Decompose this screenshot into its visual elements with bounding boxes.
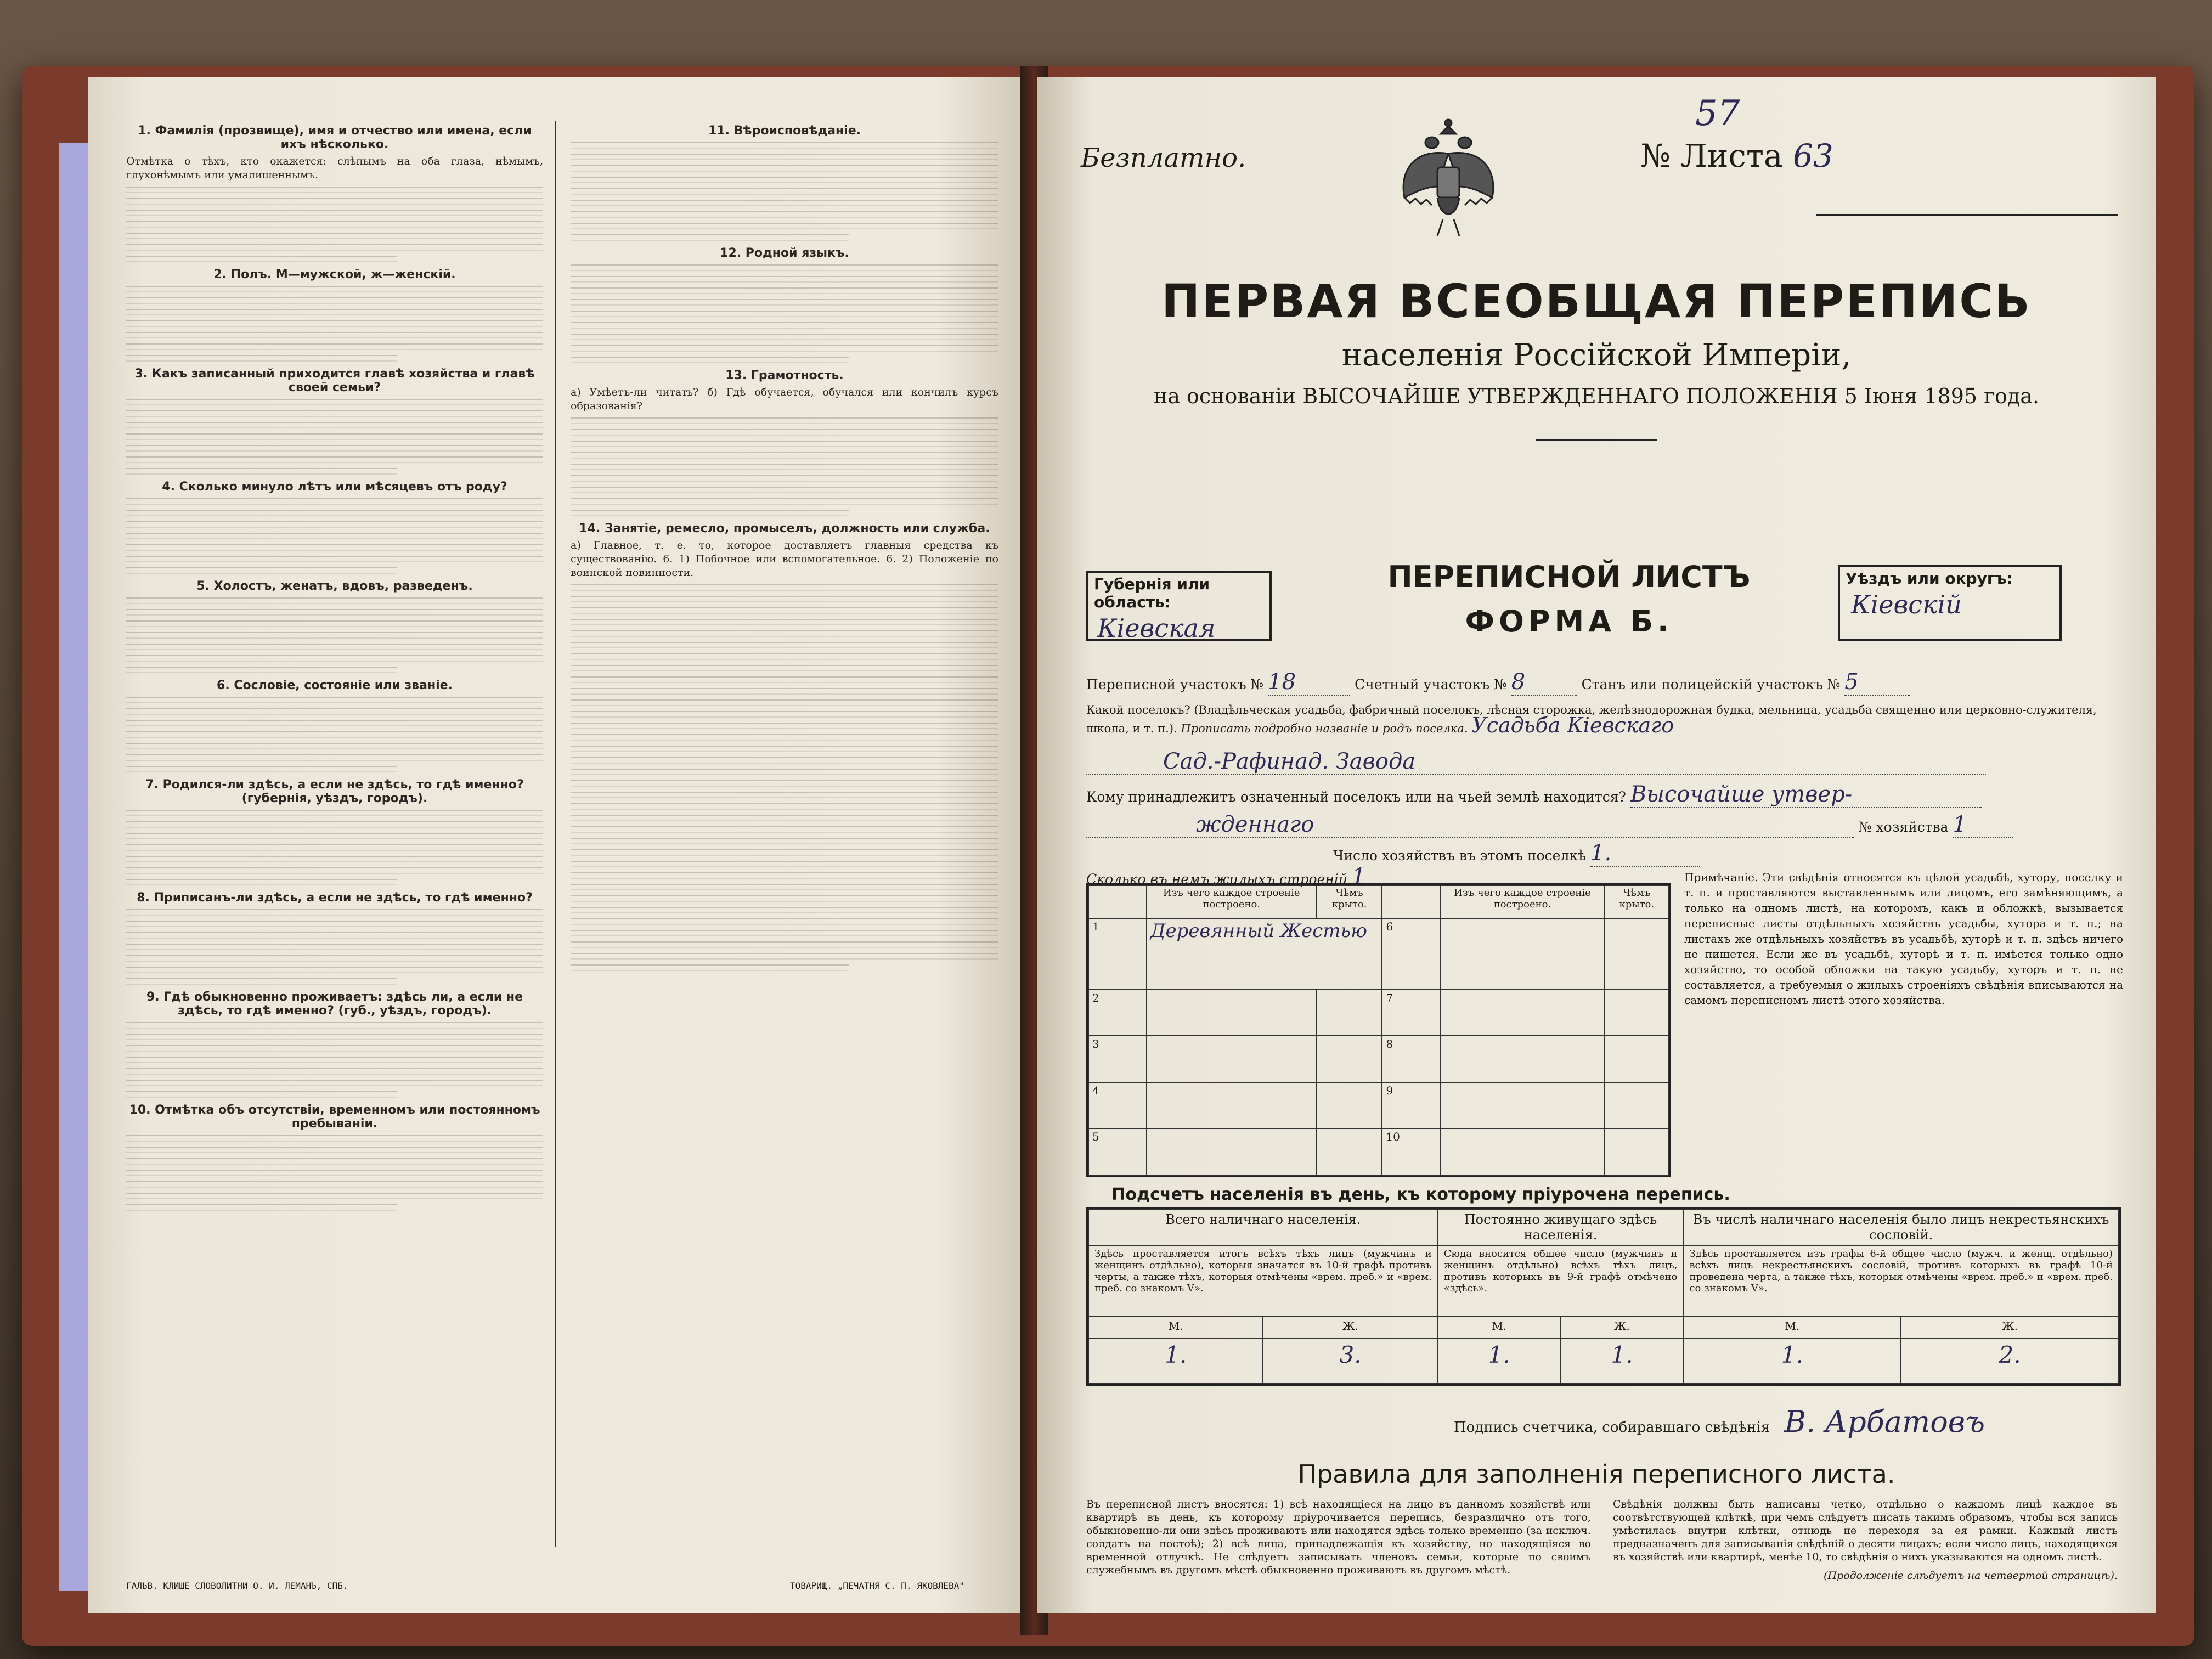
- dw-row-num: 9: [1382, 1082, 1440, 1129]
- dw-header-material-left: Изъ чего каждое строеніе построено.: [1147, 885, 1317, 918]
- column-divider: [555, 121, 556, 1547]
- title-rule: [1536, 439, 1657, 441]
- left-section: [126, 990, 543, 1098]
- header-rule: [1816, 214, 2118, 216]
- count-column-caption: Всего наличнаго населенія.: [1088, 1209, 1438, 1245]
- left-section: [126, 1103, 543, 1211]
- owner-label: Кому принадлежитъ означенный поселокъ или на чьей землѣ находится?: [1086, 789, 1626, 805]
- left-section: [571, 124, 998, 241]
- document-title: ПЕРВАЯ ВСЕОБЩАЯ ПЕРЕПИСЬ: [1161, 274, 2032, 328]
- census-district-label: Переписной участокъ №: [1086, 676, 1264, 692]
- dw-row1-value: Деревянный Жестью: [1147, 918, 1383, 990]
- printed-text-lines: [126, 1135, 543, 1211]
- printed-text-lines: [126, 187, 543, 262]
- left-section-title: 10. Отмѣтка объ отсутствіи, временномъ или постоянномъ пребываніи.: [129, 1103, 540, 1131]
- printed-text-lines: [126, 399, 543, 475]
- dw-row-num: 10: [1382, 1128, 1440, 1175]
- count-sex-header: М.: [1683, 1317, 1901, 1339]
- owner-line-2: [1086, 812, 2013, 838]
- printed-text-lines: [571, 417, 998, 516]
- province-box: [1086, 571, 1272, 641]
- dwellings-table: [1086, 883, 1671, 1177]
- census-district-value: 18: [1268, 669, 1350, 696]
- households-line: [1333, 840, 1700, 867]
- count-column-caption: Постоянно живущаго здѣсь населенія.: [1438, 1209, 1684, 1245]
- left-column-2: [571, 121, 998, 977]
- printed-text-lines: [126, 810, 543, 885]
- printer-credit-right: ТОВАРИЩ. „ПЕЧАТНЯ С. П. ЯКОВЛЕВА": [790, 1581, 964, 1591]
- household-no-label: № хозяйства: [1858, 819, 1949, 835]
- settlement-value-1: Усадьба Кіевскаго: [1471, 713, 1674, 737]
- sheet-number-label: № Листа: [1640, 137, 1783, 174]
- form-title-line1: ПЕРЕПИСНОЙ ЛИСТЪ: [1387, 560, 1751, 594]
- left-section: [126, 480, 543, 574]
- rules-continued: (Продолженіе слѣдуетъ на четвертой страницѣ).: [1824, 1570, 2118, 1582]
- dw-row-num: 5: [1088, 1128, 1147, 1175]
- left-section: [126, 124, 543, 262]
- count-sex-header: Ж.: [1263, 1317, 1437, 1339]
- population-count-title: Подсчетъ населенія въ день, къ которому пріурочена перепись.: [1111, 1185, 1730, 1204]
- dw-header-roof-right: Чѣмъ крыто.: [1605, 885, 1669, 918]
- imperial-eagle-emblem-icon: [1393, 115, 1503, 241]
- page-edge-strip: [59, 143, 90, 1591]
- count-sex-header: Ж.: [1901, 1317, 2119, 1339]
- dw-row-num: 1: [1088, 918, 1147, 990]
- page-number-handwritten: 57: [1695, 93, 1740, 134]
- left-section: [571, 246, 998, 363]
- owner-value-1: Высочайше утвер-: [1630, 782, 1982, 808]
- free-label: Безплатно.: [1081, 143, 1246, 173]
- form-title-line2: ФОРМА Б.: [1465, 604, 1673, 639]
- owner-line: [1086, 782, 1982, 808]
- printed-text-lines: [126, 597, 543, 673]
- count-sex-header: Ж.: [1561, 1317, 1684, 1339]
- left-section: [126, 367, 543, 475]
- left-column-1: [126, 121, 543, 1216]
- settlement-value-2: Сад.-Рафинад. Завода: [1086, 749, 1986, 775]
- dw-header-material-right: Изъ чего каждое строеніе построено.: [1440, 885, 1604, 918]
- left-section-title: 2. Полъ. М—мужской, ж—женскій.: [213, 268, 456, 281]
- left-section-text: Отмѣтка о тѣхъ, кто окажется: слѣпымъ на оба глаза, нѣмымъ, глухонѣмымъ или умалишеннымъ.: [126, 155, 543, 181]
- dw-row-num: 8: [1382, 1036, 1440, 1082]
- count-column-description: Здѣсь проставляется итогъ всѣхъ тѣхъ лицъ (мужчинъ и женщинъ отдѣльно), которыя значатся въ 10-й графѣ противъ черты, а также тѣхъ, которыя отмѣчены «врем. преб.» и «врем. преб. со знакомъ V».: [1088, 1245, 1438, 1317]
- uezd-box: [1838, 565, 2062, 641]
- printer-credit-left: ГАЛЬВ. КЛИШЕ СЛОВОЛИТНИ О. И. ЛЕМАНЪ, СПБ.: [126, 1581, 348, 1591]
- count-value-zh: 3.: [1263, 1339, 1437, 1384]
- household-no-value: 1: [1953, 812, 2013, 838]
- left-section: [126, 891, 543, 985]
- dw-row-num: 2: [1088, 990, 1147, 1036]
- left-section: [126, 679, 543, 772]
- document-basis: на основаніи ВЫСОЧАЙШЕ УТВЕРЖДЕННАГО ПОЛОЖЕНІЯ 5 Іюня 1895 года.: [1153, 384, 2040, 408]
- left-section-title: 11. Вѣроисповѣданіе.: [708, 124, 861, 138]
- left-section-title: 1. Фамилія (прозвище), имя и отчество или имена, если ихъ нѣсколько.: [138, 124, 532, 151]
- left-section-title: 12. Родной языкъ.: [720, 246, 849, 260]
- left-section-title: 3. Какъ записанный приходится главѣ хозяйства и главѣ своей семьи?: [134, 367, 535, 394]
- settlement-line-2: [1086, 749, 1986, 775]
- population-count-table: [1086, 1207, 2121, 1386]
- rules-title: Правила для заполненія переписного листа.: [1297, 1459, 1895, 1489]
- dwellings-label: Сколько въ немъ жилыхъ строеній: [1086, 871, 1347, 887]
- left-section-title: 8. Приписанъ-ли здѣсь, а если не здѣсь, то гдѣ именно?: [137, 891, 533, 905]
- rules-column-b-text: Свѣдѣнія должны быть написаны четко, отдѣльно о каждомъ лицѣ каждое въ соотвѣтствующей клѣткѣ, при чемъ слѣдуетъ писать такимъ образомъ, чтобы вся запись умѣстилась внутри клѣтки, отнюдь не переходя за ея рамки. Каждый листъ предназначенъ для записыванія свѣдѣній о десяти лицахъ; если число лицъ, находящихся въ хозяйствѣ или квартирѣ, менѣе 10, то свѣдѣнія о нихъ указываются на одномъ листѣ.: [1613, 1498, 2118, 1563]
- printed-text-lines: [571, 584, 998, 971]
- count-column-description: Сюда вносится общее число (мужчинъ и женщинъ отдѣльно) всѣхъ тѣхъ лицъ, противъ которыхъ въ 9-й графѣ отмѣчено «здѣсь».: [1438, 1245, 1684, 1317]
- signature-value: В. Арбатовъ: [1784, 1404, 1985, 1439]
- form-title: [1333, 560, 1805, 639]
- printed-text-lines: [126, 286, 543, 362]
- sheet-number: [1640, 137, 1833, 174]
- rules-column-a: Въ переписной листъ вносятся: 1) всѣ находящіеся на лицо въ данномъ хозяйствѣ или квартирѣ въ день, къ которому пріурочивается перепись, безразлично отъ того, обыкновенно-ли они здѣсь проживаютъ или находятся здѣсь только временно (за исключ. солдатъ на постоѣ); 2) всѣ лица, принадлежащія къ хозяйству, но находящіяся во временной отлучкѣ. Не слѣдуетъ записывать членовъ семьи, которые по своимъ служебнымъ въ другомъ мѣстѣ обыкновенно проживаютъ въ другомъ мѣстѣ.: [1086, 1498, 1591, 1576]
- printed-text-lines: [126, 697, 543, 772]
- rules-column-b: [1613, 1498, 2118, 1582]
- count-sex-header: М.: [1088, 1317, 1263, 1339]
- dw-row-num: 4: [1088, 1082, 1147, 1129]
- uezd-value: Кіевскій: [1851, 590, 1962, 619]
- printed-text-lines: [126, 909, 543, 985]
- left-section-title: 7. Родился-ли здѣсь, а если не здѣсь, то гдѣ именно? (губернія, уѣздъ, городъ).: [145, 778, 524, 805]
- settlement-label: Какой поселокъ? (Владѣльческая усадьба, фабричный поселокъ, лѣсная сторожка, желѣзнодорожная будка, мельница, усадьба священно или церковно-служителя, школа, и т. п.).: [1086, 703, 2097, 735]
- count-column-description: Здѣсь проставляется изъ графы 6-й общее число (мужч. и женщ. отдѣльно) всѣхъ лицъ некрестьянскихъ сословій, противъ которыхъ въ графѣ 10-й проведена черта, а также тѣхъ, которыя отмѣчены «врем. преб.» и «врем. преб. со знакомъ V».: [1683, 1245, 2119, 1317]
- count-value-zh: 1.: [1561, 1339, 1684, 1384]
- document-subtitle: населенія Россійской Имперіи,: [1341, 337, 1852, 373]
- dw-header-roof-left: Чѣмъ крыто.: [1317, 885, 1383, 918]
- count-value-m: 1.: [1088, 1339, 1263, 1384]
- left-page: [88, 77, 1031, 1613]
- signature-label: Подпись счетчика, собиравшаго свѣдѣнія: [1454, 1419, 1770, 1436]
- settlement-hint: Прописать подробно названіе и родъ поселка.: [1181, 722, 1468, 735]
- left-section-text: а) Умѣетъ-ли читать? б) Гдѣ обучается, обучался или кончилъ курсъ образованія?: [571, 386, 998, 412]
- province-label: Губернія или область:: [1094, 575, 1210, 611]
- left-section-title: 14. Занятіе, ремесло, промыселъ, должность или служба.: [579, 522, 990, 535]
- printed-text-lines: [571, 142, 998, 241]
- left-section: [126, 268, 543, 362]
- police-district-value: 5: [1844, 669, 1910, 696]
- counting-district-label: Счетный участокъ №: [1355, 676, 1507, 692]
- enumerator-signature-line: [1454, 1404, 1985, 1439]
- police-district-label: Станъ или полицейскій участокъ №: [1581, 676, 1841, 692]
- left-section: [571, 522, 998, 971]
- left-section-title: 9. Гдѣ обыкновенно проживаетъ: здѣсь ли, а если не здѣсь, то гдѣ именно? (губ., уѣздъ, городъ).: [146, 990, 523, 1018]
- dw-row-num: 3: [1088, 1036, 1147, 1082]
- left-section: [126, 778, 543, 885]
- count-value-zh: 2.: [1901, 1339, 2119, 1384]
- left-section-text: а) Главное, т. е. то, которое доставляетъ главныя средства къ существованію. 6. 1) Побочное или вспомогательное. 6. 2) Положеніе по воинской повинности.: [571, 539, 998, 579]
- households-value: 1.: [1590, 840, 1700, 867]
- uezd-label: Уѣздъ или округъ:: [1846, 569, 2013, 588]
- left-section-title: 5. Холостъ, женатъ, вдовъ, разведенъ.: [196, 579, 473, 593]
- left-section-title: 4. Сколько минуло лѣтъ или мѣсяцевъ отъ роду?: [162, 480, 507, 494]
- sheet-number-value: 63: [1792, 137, 1833, 174]
- count-value-m: 1.: [1683, 1339, 1901, 1384]
- dwellings-value: 1: [1351, 864, 1366, 889]
- left-section-title: 13. Грамотность.: [725, 369, 844, 382]
- district-line: [1086, 669, 1910, 696]
- left-section: [571, 369, 998, 516]
- province-value: Кіевская: [1097, 613, 1216, 643]
- left-section: [126, 579, 543, 673]
- count-column-caption: Въ числѣ наличнаго населенія было лицъ некрестьянскихъ сословій.: [1683, 1209, 2119, 1245]
- right-page: [1037, 77, 2156, 1613]
- dw-row-num: 6: [1382, 918, 1440, 990]
- count-sex-header: М.: [1438, 1317, 1561, 1339]
- settlement-line: [1086, 702, 2107, 736]
- left-section-title: 6. Сословіе, состояніе или званіе.: [217, 679, 453, 692]
- printed-text-lines: [126, 498, 543, 574]
- households-label: Число хозяйствъ въ этомъ поселкѣ: [1333, 848, 1587, 864]
- printed-text-lines: [571, 264, 998, 363]
- dw-row-num: 7: [1382, 990, 1440, 1036]
- printed-text-lines: [126, 1022, 543, 1098]
- owner-value-2: жденнаго: [1086, 812, 1854, 838]
- count-value-m: 1.: [1438, 1339, 1561, 1384]
- counting-district-value: 8: [1511, 669, 1577, 696]
- dwellings-note: Примѣчаніе. Эти свѣдѣнія относятся къ цѣлой усадьбѣ, хутору, поселку и т. п. и проставляются выставленнымъ или лицомъ, его замѣняющимъ, а только на одномъ листѣ, на которомъ, какъ и обложкѣ, вызывается переписные листы отдѣльныхъ хозяйствъ усадьбы, хутора и т. п.; на листахъ же отдѣльныхъ хозяйствъ въ усадьбѣ, хуторѣ и т. п. здѣсь ничего не пишется. Если же въ усадьбѣ, хуторѣ и т. п. имѣется только одно хозяйство, то особой обложки на такую усадьбу, хуторъ и т. п. не составляется, а требуемыя о жилыхъ строеніяхъ свѣдѣнія вписываются на самомъ переписномъ листѣ этого хозяйства.: [1684, 871, 2123, 1007]
